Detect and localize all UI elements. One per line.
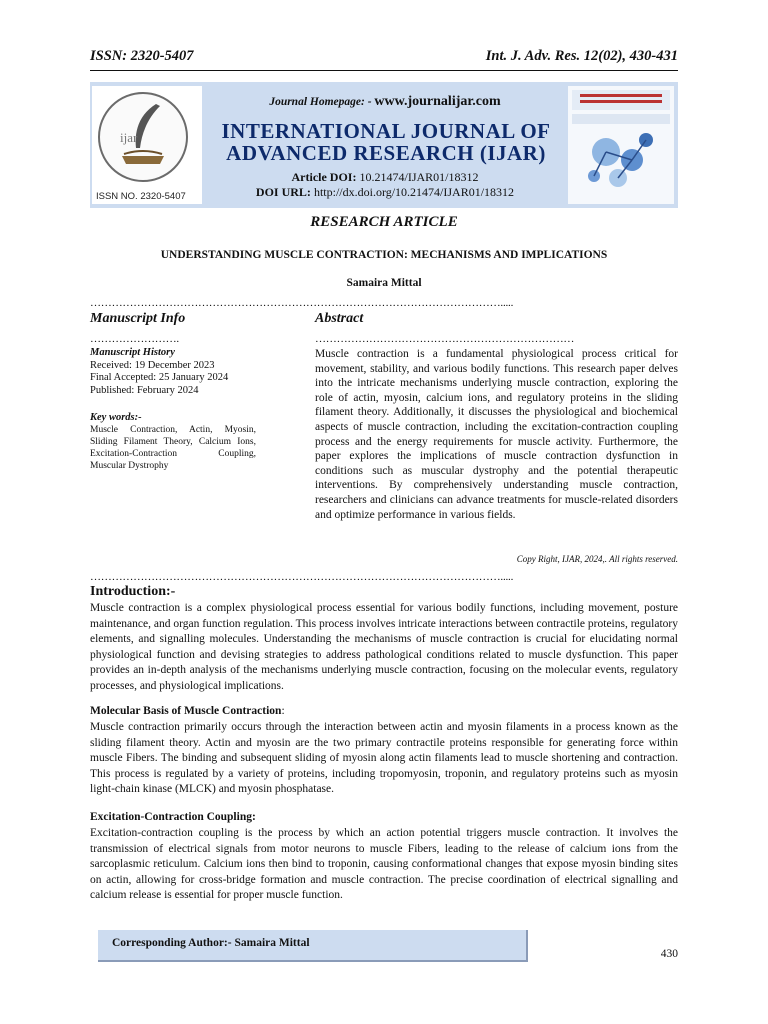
excitation-coupling-paragraph: Excitation-contraction coupling is the process by which an action potential triggers muscle contraction. It involves the transmission of electrical signals from motor neurons to muscle Fibers, leading to the release of calcium ions from the sarcoplasmic reticulum. Calcium ions then bind to troponin, causing conformational changes that expose myosin binding sites on actin, allowing for cross-bridge formation and muscle contraction. The precise coordination of electrical signalling and calcium release is essential for proper muscle function. <box>90 827 678 902</box>
accepted-date: Final Accepted: 25 January 2024 <box>90 372 229 383</box>
published-date: Published: February 2024 <box>90 384 199 396</box>
journal-title-line2: ADVANCED RESEARCH (IJAR) <box>226 141 546 165</box>
abstract-heading: Abstract <box>315 311 364 326</box>
dotted-divider-right: ……………………………………………………………… <box>315 334 575 345</box>
paper-title: UNDERSTANDING MUSCLE CONTRACTION: MECHANISMS AND IMPLICATIONS <box>160 249 608 261</box>
page-number: 430 <box>660 948 678 960</box>
logo-text: ijar <box>120 130 138 145</box>
homepage-link[interactable]: www.journalijar.com <box>374 94 501 109</box>
keywords <box>90 412 256 472</box>
copyright-notice: Copy Right, IJAR, 2024,. All rights reserved. <box>516 554 678 564</box>
citation-text: Int. J. Adv. Res. 12(02), 430-431 <box>485 48 678 64</box>
journal-title-line1: INTERNATIONAL JOURNAL OF <box>221 119 551 143</box>
keywords-line: Sliding Filament Theory, Calcium Ions, <box>90 437 256 447</box>
journal-cover-image <box>568 86 674 204</box>
homepage-prefix: Journal Homepage: - <box>269 96 372 108</box>
author-name: Samaira Mittal <box>346 277 422 289</box>
molecular-basis-heading <box>90 705 285 717</box>
history-label: Manuscript History <box>90 347 175 358</box>
cover-molecule-icon <box>568 86 674 204</box>
journal-title <box>204 120 568 164</box>
molecular-basis-paragraph: Muscle contraction primarily occurs through the interaction between actin and myosin filaments in a process known as the sliding filament theory. Actin and myosin are the two primary contractile proteins responsible for generating force within muscle Fibers. The binding and subsequent sliding of myosin along actin filaments lead to muscle shortening and contraction. This process is regulated by a variety of proteins, including tropomyosin, troponin, and regulatory proteins such as myosin light-chain kinase (MLCK) and myosin phosphatase. <box>90 721 678 796</box>
logo-issn: ISSN NO. 2320-5407 <box>96 191 186 202</box>
manuscript-history <box>90 347 256 397</box>
journal-homepage <box>210 94 560 110</box>
journal-logo <box>92 86 202 204</box>
introduction-paragraph: Muscle contraction is a complex physiological process essential for various bodily functions, including movement, posture maintenance, and organ function regulation. This process involves intricate interactions between contractile proteins, regulatory elements, and signalling molecules. Understanding the mechanisms of muscle contraction is crucial for elucidating normal physiological function and devising strategies to address pathological conditions related to muscle dysfunction. This paper provides an in-depth analysis of the mechanisms underlying muscle contraction, focusing on the molecular events, regulatory processes, and physiological implications. <box>90 602 678 692</box>
dotted-divider-top: ……………………………………………………………………………………………………..... <box>90 298 514 309</box>
keywords-line: Muscular Dystrophy <box>90 461 169 471</box>
keywords-line: Muscle Contraction, Actin, Myosin, <box>90 425 256 435</box>
doi-label: Article DOI: <box>291 170 357 184</box>
doi-url-label: DOI URL: <box>255 185 311 199</box>
excitation-coupling-heading: Excitation-Contraction Coupling: <box>90 811 256 823</box>
received-date: Received: 19 December 2023 <box>90 359 215 371</box>
issn-text: ISSN: 2320-5407 <box>90 48 194 64</box>
heading-colon: : <box>281 705 285 717</box>
abstract-text: Muscle contraction is a fundamental physiological process critical for movement, stability, and various bodily functions. This research paper delves into the intricate mechanisms underlying muscle contraction, exploring the role of actin, myosin, calcium ions, and regulatory proteins in the sliding filament theory. Additionally, it discusses the physiological and biochemical aspects of muscle contraction, including the excitation-contraction coupling process and the energy requirements for muscle activity. Furthermore, the paper explores the implications of muscle contraction dysfunction in conditions such as muscular dystrophy and the potential therapeutic interventions. By comprehensively understanding muscle contraction, researchers and clinicians can advance treatments for muscle-related disorders and optimize performance in various fields. <box>315 348 678 521</box>
doi-value: 10.21474/IJAR01/18312 <box>359 170 479 184</box>
dotted-divider-bottom: ……………………………………………………………………………………………………..... <box>90 572 514 583</box>
doi-url-link[interactable]: http://dx.doi.org/10.21474/IJAR01/18312 <box>313 185 515 199</box>
article-doi <box>210 170 560 185</box>
manuscript-info-heading: Manuscript Info <box>90 311 186 326</box>
keywords-line: Excitation-Contraction Coupling, <box>90 449 256 459</box>
introduction-heading: Introduction:- <box>90 584 176 599</box>
doi-url <box>210 185 560 200</box>
molecular-basis-heading-text: Molecular Basis of Muscle Contraction <box>90 705 282 717</box>
quill-icon <box>100 94 186 180</box>
corresponding-author-box <box>98 930 528 962</box>
running-header <box>90 48 678 71</box>
article-type: RESEARCH ARTICLE <box>310 214 458 230</box>
keywords-label: Key words:- <box>90 412 142 423</box>
logo-emblem <box>98 92 188 182</box>
corresponding-author: Corresponding Author:- Samaira Mittal <box>112 937 310 949</box>
dotted-divider-left: ……………………. <box>90 334 179 345</box>
